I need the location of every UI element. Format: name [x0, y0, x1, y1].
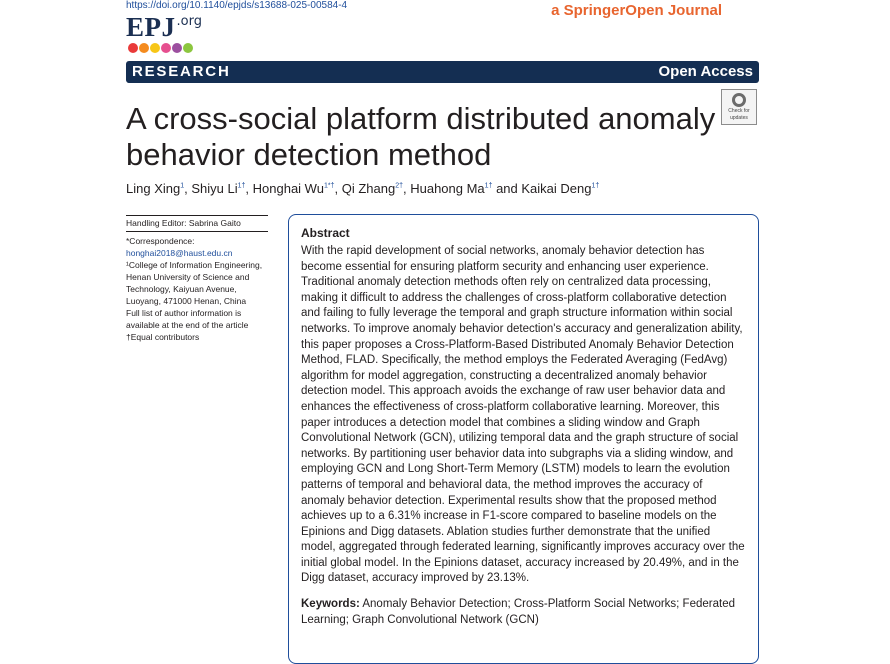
author-separator: ,	[334, 181, 342, 196]
author-separator: ,	[402, 181, 411, 196]
logo-dot	[139, 43, 149, 53]
keywords-label: Keywords:	[301, 598, 360, 611]
keywords-line	[301, 597, 746, 628]
logo-dot	[183, 43, 193, 53]
author-affiliation-marker: 1†	[237, 182, 246, 190]
doi-link[interactable]: https://doi.org/10.1140/epjds/s13688-025-00584-4	[126, 0, 348, 11]
handling-editor: Handling Editor: Sabrina Gaito	[126, 218, 241, 228]
logo-dot	[128, 43, 138, 53]
author-affiliation-marker: 1	[180, 182, 185, 190]
open-access-label: Open Access	[658, 63, 753, 80]
author-name[interactable]: Huahong Ma	[410, 181, 485, 196]
logo-dot	[150, 43, 160, 53]
abstract-text: With the rapid development of social networks, anomaly behavior detection has become essential for ensuring platform security and enhancing user experience. Traditional anomaly detection methods often rely on centralized data processing, making it difficult to address the challenges of cross-platform collaborative detection and failing to fully leverage the temporal and graph structure information within social networks. To improve anomaly behavior detection's accuracy and generalization ability, this paper proposes a Cross-Platform-Based Distributed Anomaly Behavior Detection Method, FLAD. Specifically, the method employs the Federated Averaging (FedAvg) algorithm for model aggregation, constructing a decentralized anomaly behavior detection model. This approach avoids the exchange of raw user behavior data and enhances the effectiveness of cross-platform collaborative learning. Moreover, this paper introduces a detection model that combines a sliding window and Graph Convolutional Network (GCN), utilizing temporal data and the graph structure of social networks. By partitioning user behavior data into subgraphs via a sliding window, and employing GCN and Long Short-Term Memory (LSTM) models to learn the evolution patterns of temporal and behavioral data, the method improves the accuracy of anomaly behavior detection. Experimental results show that the proposed method achieves up to a 6.31% increase in F1-score compared to baseline models on the Epinions and Digg datasets. Ablation studies further demonstrate that the unified model, aggregated through federated learning, significantly improves accuracy over the initial global model. In the Epinions dataset, accuracy increased by 20.49%, and in the Digg dataset, accuracy improved by 23.13%.	[301, 245, 745, 585]
author-list	[126, 181, 599, 196]
check-for-updates-button[interactable]	[721, 89, 757, 125]
keywords-text: Anomaly Behavior Detection; Cross-Platform Social Networks; Federated Learning; Graph Convolutional Network (GCN)	[301, 598, 735, 626]
logo-main-text: EPJ	[126, 12, 176, 42]
section-banner	[126, 61, 759, 83]
author-name[interactable]: Ling Xing	[126, 181, 181, 196]
author-separator: and	[492, 181, 522, 196]
author-separator: ,	[184, 181, 192, 196]
author-affiliation-marker: 1†	[484, 182, 493, 190]
logo-dots	[128, 43, 193, 53]
check-updates-icon	[732, 93, 746, 107]
section-label: RESEARCH	[132, 63, 231, 80]
author-info-note: Full list of author information is available at the end of the article	[126, 308, 249, 330]
logo-dot	[172, 43, 182, 53]
springeropen-journal-tag[interactable]: a SpringerOpen Journal	[551, 2, 722, 19]
author-name[interactable]: Honghai Wu	[252, 181, 324, 196]
author-name[interactable]: Kaikai Deng	[521, 181, 592, 196]
abstract-heading: Abstract	[301, 226, 350, 240]
author-separator: ,	[245, 181, 253, 196]
check-updates-label-2: updates	[730, 115, 748, 121]
epj-logo[interactable]	[126, 12, 202, 43]
correspondence-label: *Correspondence:	[126, 236, 195, 246]
logo-dot	[161, 43, 171, 53]
article-info-sidebar	[126, 215, 268, 343]
abstract-box	[288, 214, 759, 664]
author-affiliation-marker: 2†	[395, 182, 403, 190]
author-name[interactable]: Qi Zhang	[341, 181, 396, 196]
article-title: A cross-social platform distributed anomaly behavior detection method	[126, 101, 716, 172]
author-affiliation-marker: 1*†	[323, 182, 335, 190]
correspondence-block	[126, 232, 268, 343]
equal-contributors-note: †Equal contributors	[126, 332, 200, 342]
affiliation-text: ¹College of Information Engineering, Henan University of Science and Technology, Kaiyuan Avenue, Luoyang, 471000 Henan, China	[126, 260, 263, 306]
check-updates-label-1: Check for	[728, 108, 750, 114]
correspondence-email-link[interactable]: honghai2018@haust.edu.cn	[126, 248, 233, 258]
author-name[interactable]: Shiyu Li	[191, 181, 238, 196]
logo-suffix-text: .org	[176, 14, 202, 29]
author-affiliation-marker: 1†	[591, 182, 600, 190]
